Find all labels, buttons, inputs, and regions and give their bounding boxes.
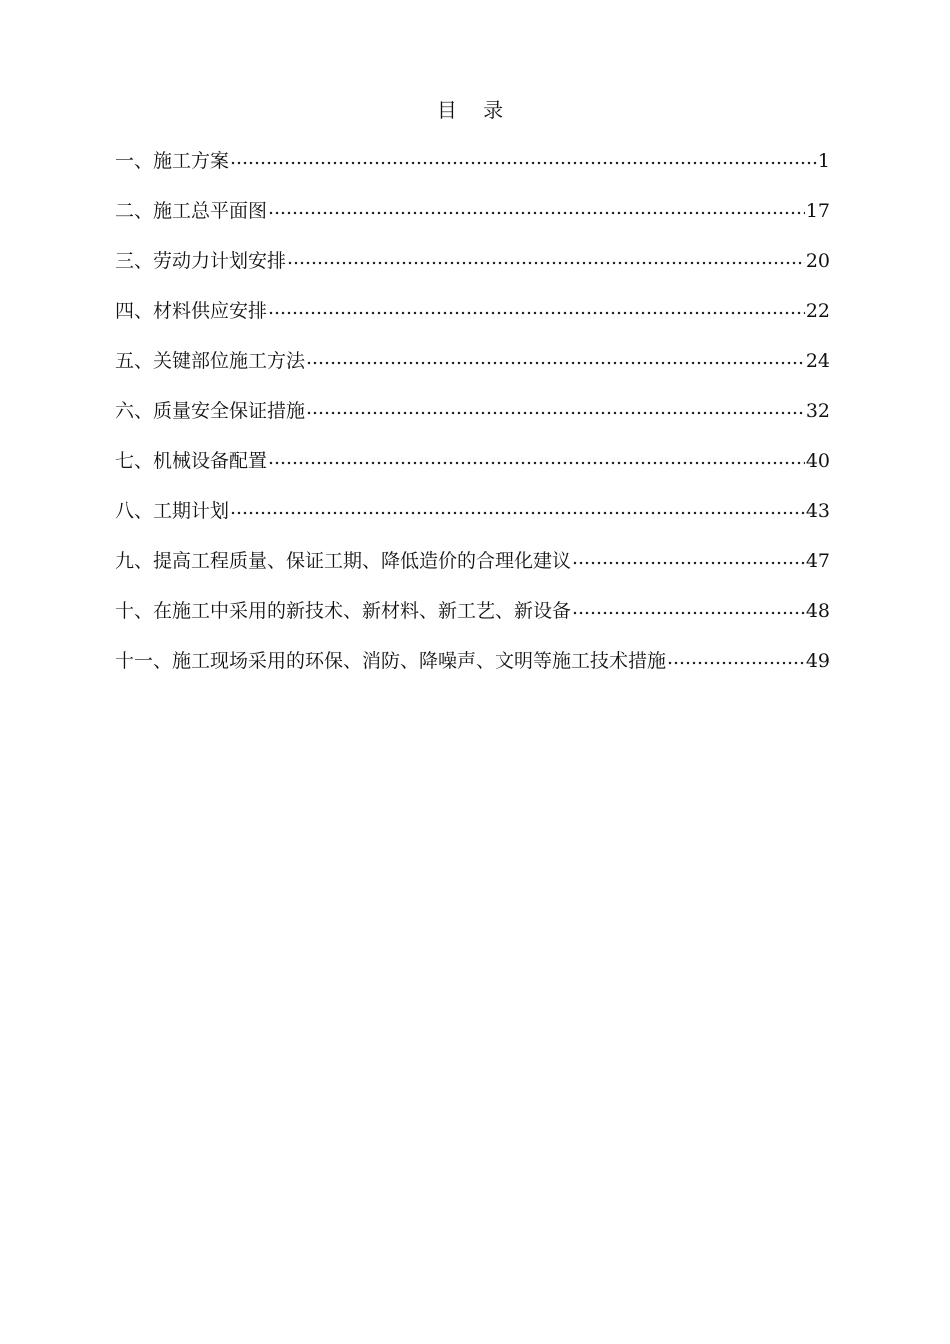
toc-leader <box>230 498 805 517</box>
toc-entry <box>115 547 830 597</box>
toc-leader <box>230 148 817 167</box>
toc-entry <box>115 647 830 697</box>
toc-page-number: 40 <box>805 450 830 472</box>
toc-page-number: 43 <box>805 500 830 522</box>
toc-entry <box>115 397 830 447</box>
toc-page-number: 22 <box>805 300 830 322</box>
toc-entry-label: 八、工期计划 <box>115 500 230 522</box>
toc-page-number: 17 <box>805 200 830 222</box>
toc-page-number: 20 <box>805 250 830 272</box>
toc-entry-label: 一、施工方案 <box>115 150 230 172</box>
toc-leader <box>306 398 805 417</box>
toc-page-number: 48 <box>805 600 830 622</box>
toc-leader <box>268 298 805 317</box>
toc-leader <box>268 448 805 467</box>
toc-entry-label: 三、劳动力计划安排 <box>115 250 287 272</box>
toc-entry <box>115 147 830 197</box>
toc-entry-label: 十、在施工中采用的新技术、新材料、新工艺、新设备 <box>115 600 572 622</box>
toc-leader <box>572 598 805 617</box>
toc-entry <box>115 447 830 497</box>
toc-list <box>115 147 830 697</box>
toc-leader <box>572 548 805 567</box>
toc-entry-label: 二、施工总平面图 <box>115 200 268 222</box>
toc-entry-label: 九、提高工程质量、保证工期、降低造价的合理化建议 <box>115 550 572 572</box>
toc-page-number: 47 <box>805 550 830 572</box>
toc-entry <box>115 347 830 397</box>
toc-page-number: 49 <box>805 650 830 672</box>
toc-leader <box>268 198 805 217</box>
toc-entry <box>115 247 830 297</box>
toc-page-number: 32 <box>805 400 830 422</box>
toc-entry <box>115 297 830 347</box>
toc-leader <box>306 348 805 367</box>
toc-title: 目 录 <box>436 98 514 122</box>
toc-entry <box>115 597 830 647</box>
toc-entry-label: 十一、施工现场采用的环保、消防、降噪声、文明等施工技术措施 <box>115 650 667 672</box>
toc-leader <box>667 648 805 667</box>
toc-entry <box>115 197 830 247</box>
toc-leader <box>287 248 805 267</box>
toc-page-number: 1 <box>817 150 830 172</box>
toc-entry <box>115 497 830 547</box>
toc-entry-label: 七、机械设备配置 <box>115 450 268 472</box>
toc-entry-label: 六、质量安全保证措施 <box>115 400 306 422</box>
toc-entry-label: 四、材料供应安排 <box>115 300 268 322</box>
toc-page-number: 24 <box>805 350 830 372</box>
toc-entry-label: 五、关键部位施工方法 <box>115 350 306 372</box>
